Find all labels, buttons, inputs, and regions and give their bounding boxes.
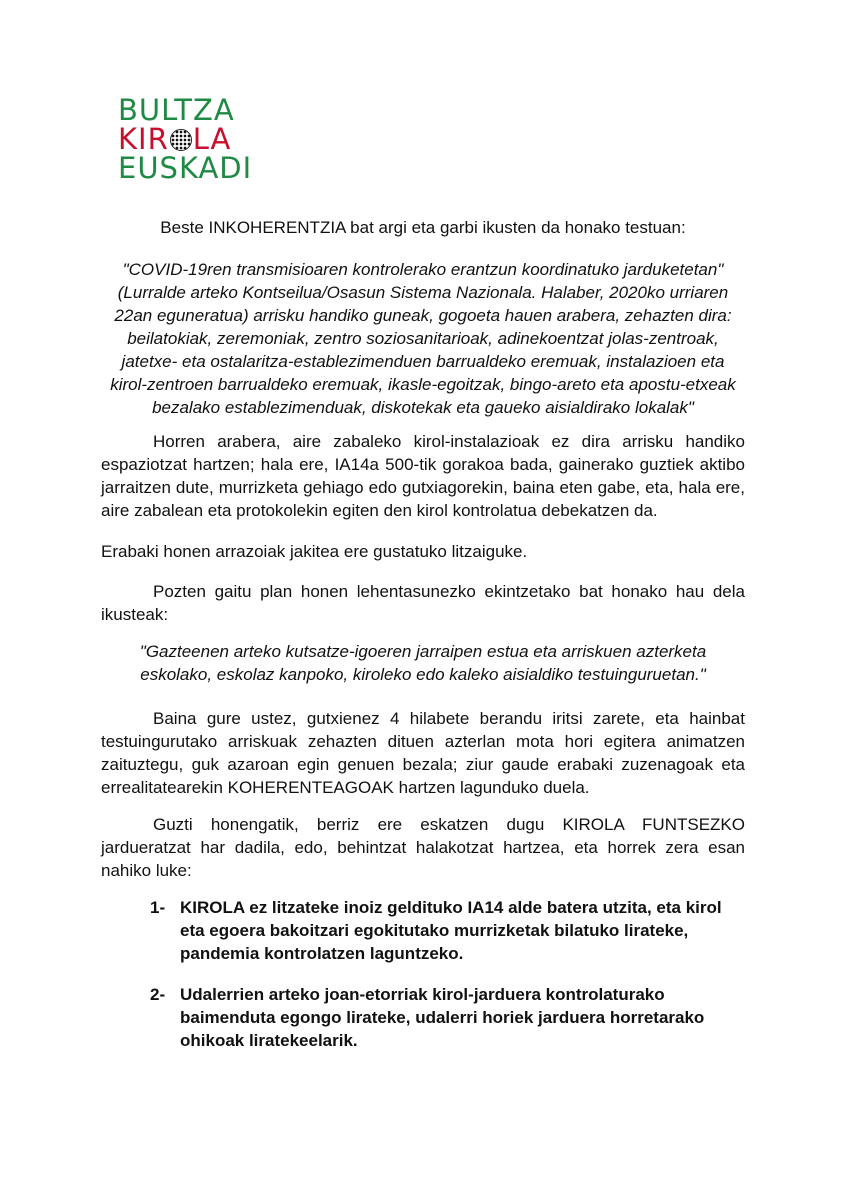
paragraph-reasons: Erabaki honen arrazoiak jakitea ere gustatuko litzaiguke. [101, 542, 528, 561]
paragraph-late-analysis: Baina gure ustez, gutxienez 4 hilabete berandu iritsi zarete, eta hainbat testuingurutako arriskuak zehazten dituen azterlan mota hori egitera animatzen zaituztegu, guk azaroan egin genuen bezala; ziur gaude erabaki zuzenagoak eta errealitatearekin KOHERENTEAGOAK hartzen lagunduko duela. [101, 709, 745, 797]
logo-line-2 [118, 122, 268, 156]
intro-text: Beste INKOHERENTZIA bat argi eta garbi ikusten da honako testuan: [160, 218, 686, 237]
paragraph-outdoor-sports: Horren arabera, aire zabaleko kirol-instalazioak ez dira arrisku handiko espaziotzat hartzen; hala ere, IA14a 500-tik gorakoa bada, gainerako guztiek aktibo jarraitzen dute, murrizketa gehiago edo gutxiagorekin, baina eten gabe, eta, hala ere, aire zabalean eta protokolekin egiten den kirol kontrolatua debekatzen da. [101, 432, 745, 520]
list-item-text: KIROLA ez litzateke inoiz geldituko IA14 alde batera utzita, eta kirol eta egoera bakoitzari egokitutako murrizketak bilatuko lirateke, pandemia kontrolatzen laguntzeko. [180, 898, 722, 963]
list-item-number: 1- [150, 898, 166, 917]
demands-list [150, 896, 730, 1052]
logo-line-2-end: LA [192, 122, 232, 156]
quote-covid-document: "COVID-19ren transmisioaren kontrolerako erantzun koordinatuko jarduketetan" (Lurralde arteko Kontseilua/Osasun Sistema Nazionala. Halaber, 2020ko urriaren 22an eguneratua) arrisku handiko guneak, gogoeta hauen arabera, zehazten dira: beilatokiak, zeremoniak, zentro soziosanitarioak, adinekoentzat jolas-zentroak, jatetxe- eta ostalaritza-establezimenduen barrualdeko eremuak, instalazioen eta kirol-zentroen barrualdeko eremuak, ikasle-egoitzak, bingo-areto eta apostu-etxeak bezalako establezimenduak, diskotekak eta gaueko aisialdirako lokalak" [110, 260, 736, 417]
list-item [150, 983, 730, 1052]
paragraph-priority: Pozten gaitu plan honen lehentasunezko ekintzetako bat honako hau dela ikusteak: [101, 582, 745, 624]
ball-icon [170, 129, 192, 151]
list-item-text: Udalerrien arteko joan-etorriak kirol-jarduera kontrolaturako baimenduta egongo lirateke, udalerri horiek jarduera horretarako ohikoak liratekeelarik. [180, 985, 705, 1050]
paragraph-essential-activity: Guzti honengatik, berriz ere eskatzen dugu KIROLA FUNTSEZKO jardueratzat har dadila, edo, behintzat halakotzat hartzea, eta horrek zera esan nahiko luke: [101, 815, 745, 880]
list-item [150, 896, 730, 965]
logo-line-2-start: KIR [118, 122, 169, 156]
logo-line-1: BULTZA [118, 93, 235, 127]
quote-youth-monitoring: "Gazteenen arteko kutsatze-igoeren jarraipen estua eta arriskuen azterketa eskolako, eskolaz kanpoko, kiroleko edo kaleko aisialdiko testuinguruetan." [139, 642, 707, 684]
logo-line-3: EUSKADI [118, 151, 253, 185]
list-item-number: 2- [150, 985, 166, 1004]
bultza-kirola-euskadi-logo [118, 93, 268, 185]
